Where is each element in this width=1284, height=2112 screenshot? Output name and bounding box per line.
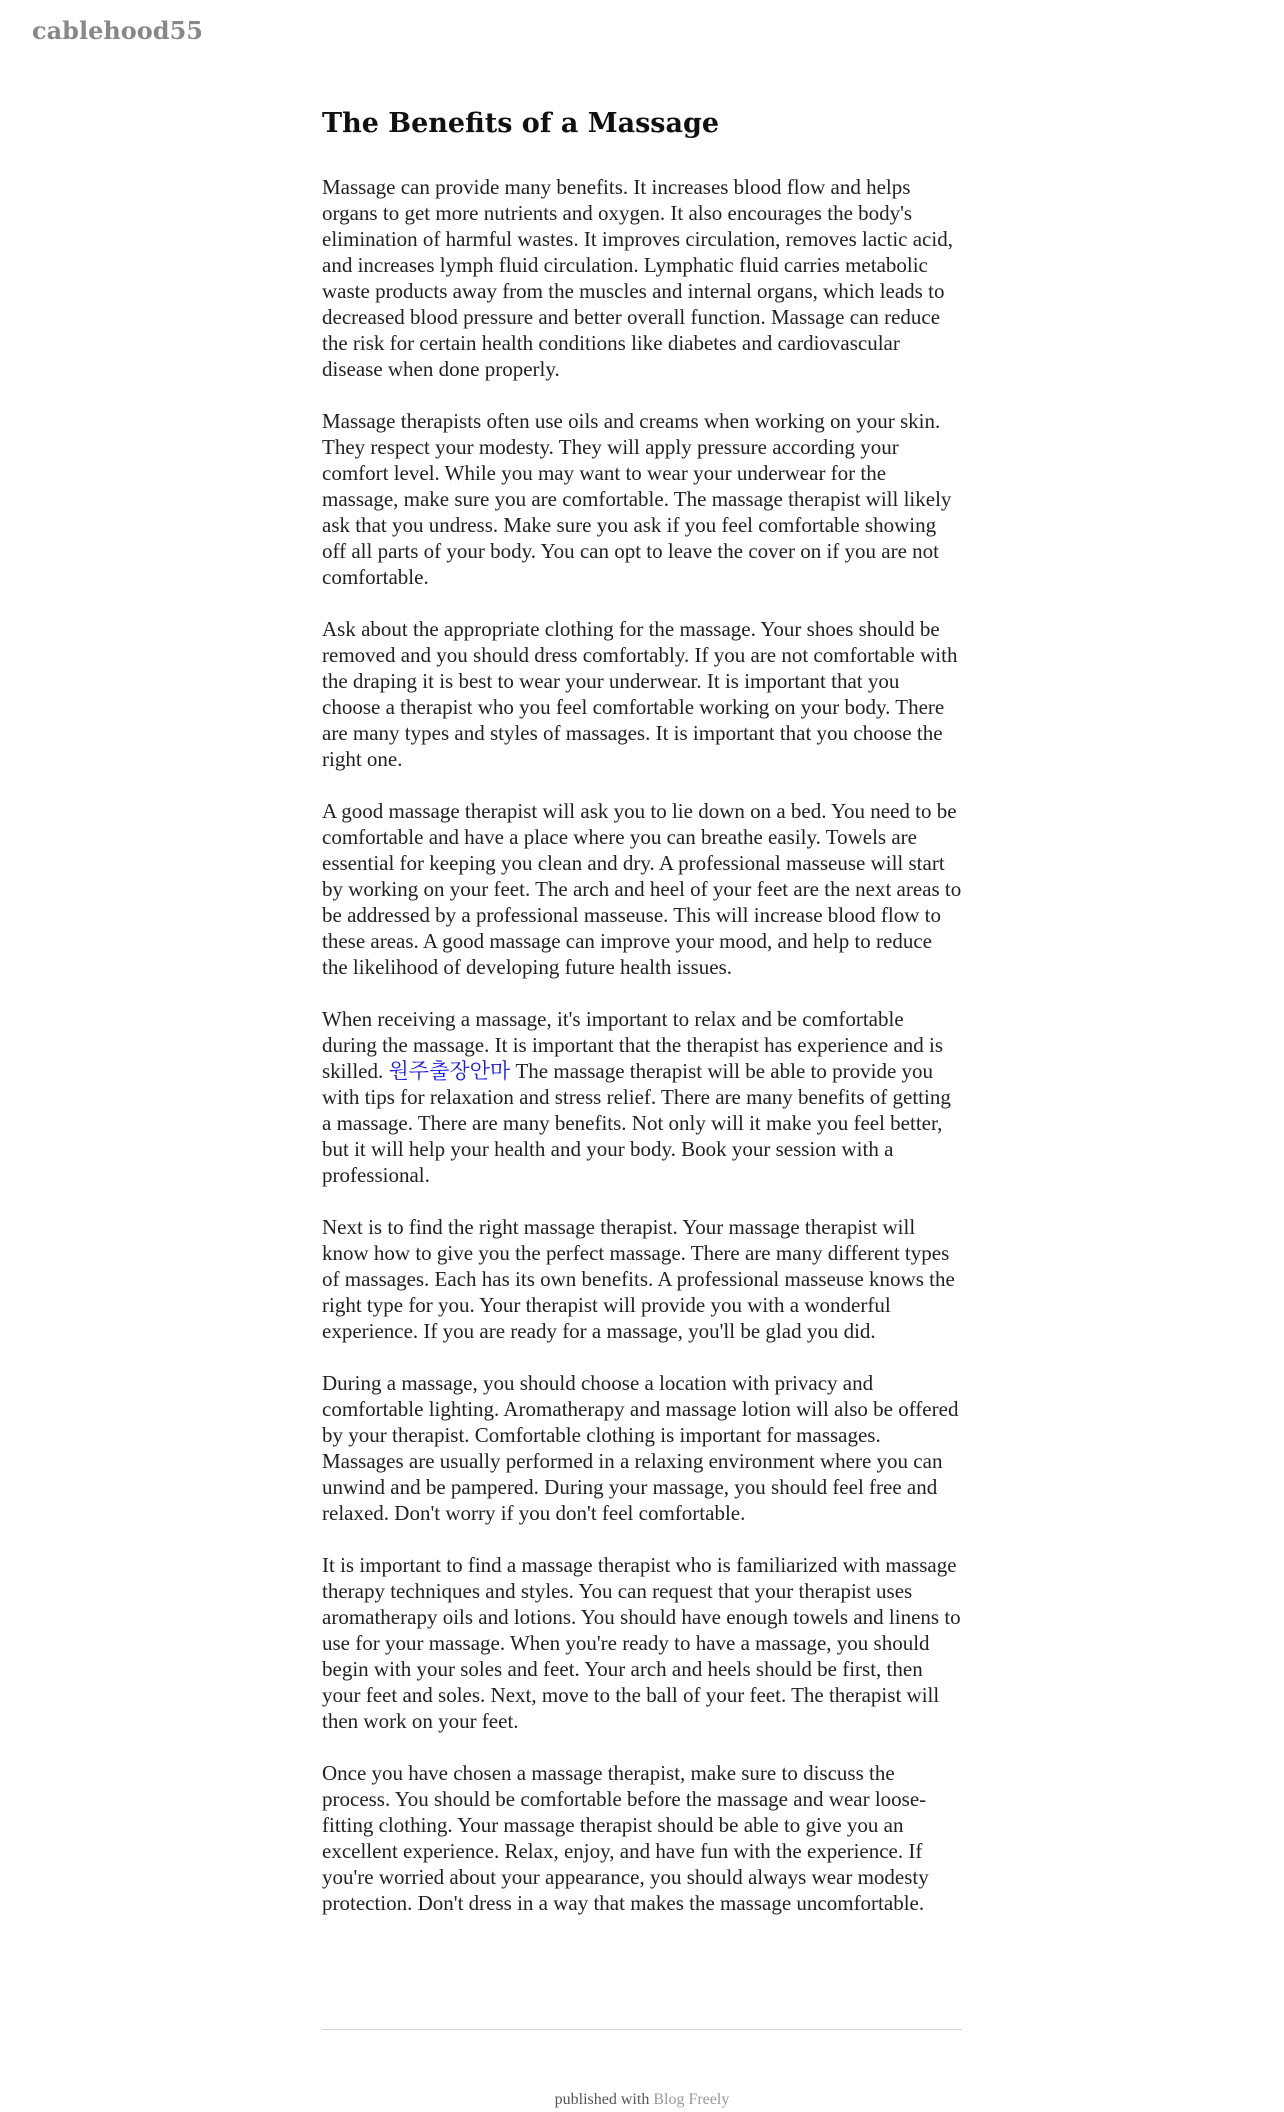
post-title: The Benefits of a Massage: [322, 108, 720, 139]
paragraph-5-text-after: The massage therapist will be able to provide you with tips for relaxation and stress relief. There are many benefits of getting a massage. There are many benefits. Not only will it make you feel better, but it will help your health and your body. Book your session with a professional.: [322, 1059, 951, 1187]
paragraph-2: Massage therapists often use oils and creams when working on your skin. They respect your modesty. They will apply pressure according your comfort level. While you may want to wear your underwear for the massage, make sure you are comfortable. The massage therapist will likely ask that you undress. Make sure you ask if you feel comfortable showing off all parts of your body. You can opt to leave the cover on if you are not comfortable.: [322, 409, 952, 589]
footer-divider: [322, 2029, 962, 2030]
footer-prefix: published with: [554, 2091, 650, 2108]
paragraph-8: It is important to find a massage therapist who is familiarized with massage therapy techniques and styles. You can request that your therapist uses aromatherapy oils and lotions. You should have enough towels and linens to use for your massage. When you're ready to have a massage, you should begin with your soles and feet. Your arch and heels should be first, then your feet and soles. Next, move to the ball of your feet. The therapist will then work on your feet.: [322, 1553, 961, 1733]
blog-title-link[interactable]: cablehood55: [32, 16, 203, 45]
paragraph-6: Next is to find the right massage therapist. Your massage therapist will know how to give you the perfect massage. There are many different types of massages. Each has its own benefits. A professional masseuse knows the right type for you. Your therapist will provide you with a wonderful experience. If you are ready for a massage, you'll be glad you did.: [322, 1215, 955, 1343]
paragraph-9: Once you have chosen a massage therapist, make sure to discuss the process. You should be comfortable before the massage and wear loose-fitting clothing. Your massage therapist should be able to give you an excellent experience. Relax, enjoy, and have fun with the experience. If you're worried about your appearance, you should always wear modesty protection. Don't dress in a way that makes the massage uncomfortable.: [322, 1761, 929, 1915]
paragraph-7: During a massage, you should choose a location with privacy and comfortable lighting. Aromatherapy and massage lotion will also be offered by your therapist. Comfortable clothing is important for massages. Massages are usually performed in a relaxing environment where you can unwind and be pampered. During your massage, you should feel free and relaxed. Don't worry if you don't feel comfortable.: [322, 1371, 959, 1525]
footer-blog-freely-link[interactable]: Blog Freely: [653, 2091, 730, 2108]
paragraph-5-text-before: When receiving a massage, it's important to relax and be comfortable during the massage. It is important that the therapist has experience and is skilled.: [322, 1007, 944, 1083]
inline-link[interactable]: 원주출장안마: [388, 1059, 511, 1083]
paragraph-5: [322, 1006, 962, 1188]
paragraph-1: Massage can provide many benefits. It increases blood flow and helps organs to get more nutrients and oxygen. It also encourages the body's elimination of harmful wastes. It improves circulation, removes lactic acid, and increases lymph fluid circulation. Lymphatic fluid carries metabolic waste products away from the muscles and internal organs, which leads to decreased blood pressure and better overall function. Massage can reduce the risk for certain health conditions like diabetes and cardiovascular disease when done properly.: [322, 175, 953, 381]
paragraph-3: Ask about the appropriate clothing for the massage. Your shoes should be removed and you should dress comfortably. If you are not comfortable with the draping it is best to wear your underwear. It is important that you choose a therapist who you feel comfortable working on your body. There are many types and styles of massages. It is important that you choose the right one.: [322, 617, 958, 771]
paragraph-4: A good massage therapist will ask you to lie down on a bed. You need to be comfortable and have a place where you can breathe easily. Towels are essential for keeping you clean and dry. A professional masseuse will start by working on your feet. The arch and heel of your feet are the next areas to be addressed by a professional masseuse. This will increase blood flow to these areas. A good massage can improve your mood, and help to reduce the likelihood of developing future health issues.: [322, 799, 962, 979]
footer: [0, 2090, 1284, 2110]
post-body: [322, 174, 962, 1916]
article: [322, 104, 962, 1942]
